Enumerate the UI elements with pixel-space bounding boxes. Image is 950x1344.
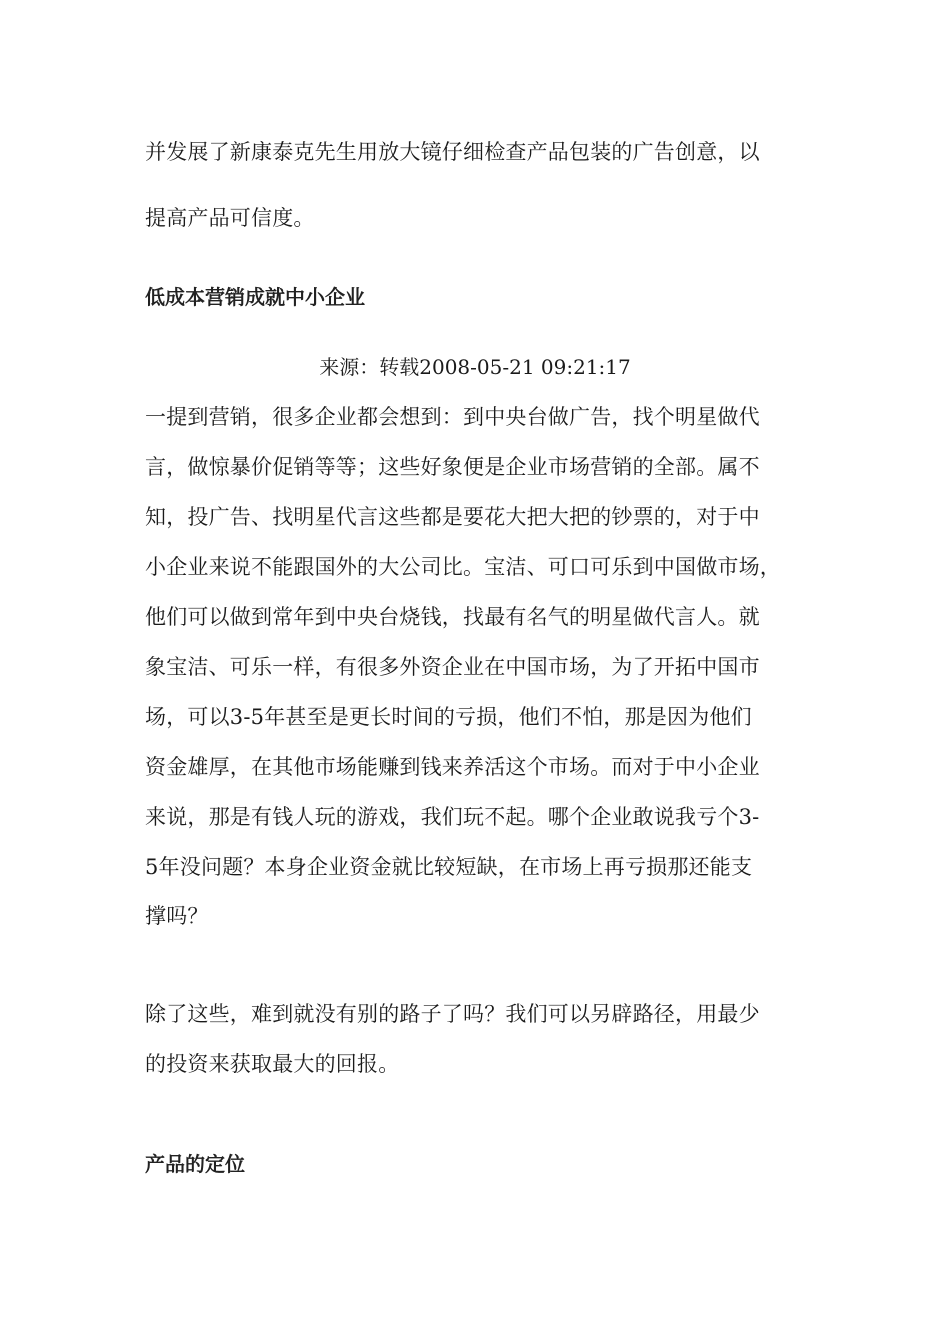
intro-line-2: 提高产品可信度。 (145, 206, 315, 230)
paragraph-1-line-9: 来说，那是有钱人玩的游戏，我们玩不起。哪个企业敢说我亏个3- (145, 805, 760, 829)
paragraph-1-line-5: 他们可以做到常年到中央台烧钱，找最有名气的明星做代言人。就 (145, 605, 760, 629)
paragraph-1-line-7: 场，可以3-5年甚至是更长时间的亏损，他们不怕，那是因为他们 (145, 705, 752, 729)
paragraph-1-line-3: 知，投广告、找明星代言这些都是要花大把大把的钞票的，对于中 (145, 505, 760, 529)
paragraph-1-line-11: 撑吗？ (145, 904, 209, 928)
intro-line-1: 并发展了新康泰克先生用放大镜仔细检查产品包装的广告创意，以 (145, 140, 760, 164)
paragraph-1-line-10: 5年没问题？本身企业资金就比较短缺，在市场上再亏损那还能支 (145, 855, 753, 879)
article-title: 低成本营销成就中小企业 (145, 285, 365, 309)
paragraph-1-line-1: 一提到营销，很多企业都会想到：到中央台做广告，找个明星做代 (145, 405, 760, 429)
paragraph-1-line-4: 小企业来说不能跟国外的大公司比。宝洁、可口可乐到中国做市场， (145, 555, 781, 579)
article-source: 来源：转载2008-05-21 09:21:17 (319, 355, 631, 379)
paragraph-1-line-2: 言，做惊暴价促销等等；这些好象便是企业市场营销的全部。属不 (145, 455, 760, 479)
paragraph-1-line-8: 资金雄厚，在其他市场能赚到钱来养活这个市场。而对于中小企业 (145, 755, 760, 779)
paragraph-1-line-6: 象宝洁、可乐一样，有很多外资企业在中国市场，为了开拓中国市 (145, 655, 760, 679)
paragraph-2-line-1: 除了这些，难到就没有别的路子了吗？我们可以另辟路径，用最少 (145, 1002, 760, 1026)
section-heading: 产品的定位 (145, 1152, 245, 1176)
paragraph-2-line-2: 的投资来获取最大的回报。 (145, 1052, 400, 1076)
